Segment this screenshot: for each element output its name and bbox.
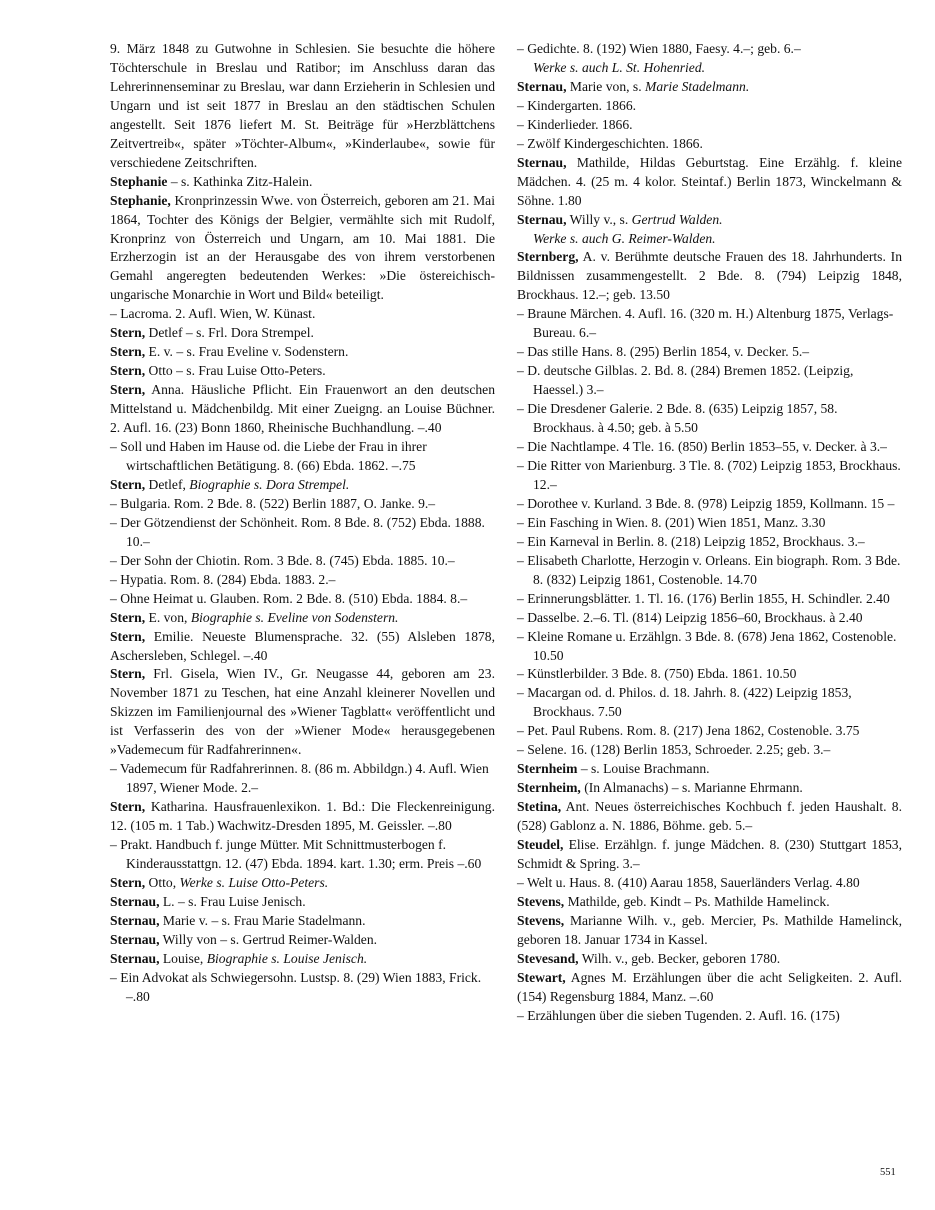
entry-italic: Biographie s. Louise Jenisch. — [206, 950, 368, 966]
entry-name: Stern, — [110, 325, 146, 341]
entry-text: – D. deutsche Gilblas. 2. Bd. 8. (284) Bremen 1852. (Leipzig, Haessel.) 3.– — [517, 363, 854, 398]
entry-text: Willy von – s. Gertrud Reimer-Walden. — [159, 931, 378, 947]
entry — [517, 722, 902, 741]
entry-text: Elise. Erzählgn. f. junge Mädchen. 8. (230) Stuttgart 1853, Schmidt & Spring. 3.– — [517, 837, 902, 871]
entry — [517, 305, 902, 343]
entry-text: – Der Götzendienst der Schönheit. Rom. 8 Bde. 8. (752) Ebda. 1888. 10.– — [110, 514, 485, 549]
entry-name: Steudel, — [517, 837, 564, 853]
entry — [110, 609, 495, 628]
right-column — [517, 40, 902, 1026]
entry — [517, 40, 902, 59]
entry — [110, 324, 495, 343]
entry — [517, 457, 902, 495]
entry — [110, 590, 495, 609]
entry-name: Stern, — [110, 628, 146, 644]
entry-italic: Werke s. Luise Otto-Peters. — [179, 874, 329, 890]
entry-name: Stern, — [110, 382, 146, 398]
entry — [517, 684, 902, 722]
entry-name: Stern, — [110, 799, 146, 815]
entry-name: Stern, — [110, 363, 146, 379]
entry-name: Sternau, — [110, 893, 160, 909]
entry-text: – Hypatia. Rom. 8. (284) Ebda. 1883. 2.– — [110, 571, 336, 587]
entry-name: Sternau, — [110, 931, 160, 947]
entry — [517, 59, 902, 78]
entry-text: Ant. Neues österreichisches Kochbuch f. jeden Haushalt. 8. (528) Gablonz a. N. 1886, Böhme. geb. 5.– — [517, 799, 902, 834]
entry-name: Sternau, — [517, 154, 567, 170]
entry — [110, 912, 495, 931]
entry — [517, 741, 902, 760]
entry-name: Stern, — [110, 874, 146, 890]
entry — [110, 305, 495, 324]
entry-name: Stephanie — [110, 173, 168, 189]
entry-name: Stetina, — [517, 799, 562, 815]
entry-italic: Gertrud Walden. — [631, 211, 723, 227]
entry — [517, 438, 902, 457]
entry — [517, 912, 902, 950]
entry-text: Otto – s. Frau Luise Otto-Peters. — [145, 363, 326, 379]
entry — [110, 514, 495, 552]
entry-text: Mathilde, Hildas Geburtstag. Eine Erzählg. f. kleine Mädchen. 4. (25 m. 4 kolor. Steintaf.) Berlin 1873, Winckelmann & Söhne. 1.80 — [517, 154, 902, 208]
entry-text: L. – s. Frau Luise Jenisch. — [159, 893, 306, 909]
entry-text: – Die Dresdener Galerie. 2 Bde. 8. (635) Leipzig 1857, 58. Brockhaus. à 4.50; geb. à 5.50 — [517, 401, 838, 436]
entry — [517, 514, 902, 533]
entry-text: – Bulgaria. Rom. 2 Bde. 8. (522) Berlin 1887, O. Janke. 9.– — [110, 495, 436, 511]
entry-text: – s. Kathinka Zitz-Halein. — [167, 173, 313, 189]
entry-name: Stewart, — [517, 969, 566, 985]
entry-text: Otto, — [145, 874, 180, 890]
entry-text: – Die Ritter von Marienburg. 3 Tle. 8. (702) Leipzig 1853, Brockhaus. 12.– — [517, 457, 901, 492]
entry — [517, 78, 902, 97]
entry-text: – Elisabeth Charlotte, Herzogin v. Orleans. Ein biograph. Rom. 3 Bde. 8. (832) Leipzig 1861, Costenoble. 14.70 — [517, 552, 901, 587]
entry — [110, 874, 495, 893]
page-number: 551 — [880, 1167, 896, 1178]
entry-text: Marianne Wilh. v., geb. Mercier, Ps. Mathilde Hamelinck, geboren 18. Januar 1734 in Kassel. — [517, 912, 902, 947]
entry — [110, 192, 495, 306]
entry-text: Wilh. v., geb. Becker, geboren 1780. — [578, 950, 781, 966]
entry-italic: Werke s. auch L. St. Hohenried. — [533, 59, 706, 75]
entry — [517, 628, 902, 666]
entry-text: – s. Louise Brachmann. — [577, 761, 710, 777]
entry-italic: Biographie s. Eveline von Sodenstern. — [190, 609, 399, 625]
entry-name: Stephanie, — [110, 192, 171, 208]
entry — [517, 116, 902, 135]
entry — [110, 969, 495, 1007]
entry-text: – Gedichte. 8. (192) Wien 1880, Faesy. 4.–; geb. 6.– — [517, 41, 801, 56]
entry-text: – Braune Märchen. 4. Aufl. 16. (320 m. H.) Altenburg 1875, Verlags-Bureau. 6.– — [517, 306, 894, 341]
entry-text: – Ein Karneval in Berlin. 8. (218) Leipzig 1852, Brockhaus. 3.– — [517, 533, 865, 549]
entry-name: Sternheim — [517, 761, 578, 777]
entry — [517, 760, 902, 779]
entry-italic: Biographie s. Dora Strempel. — [189, 476, 350, 492]
entry — [517, 609, 902, 628]
entry-text: – Macargan od. d. Philos. d. 18. Jahrh. 8. (422) Leipzig 1853, Brockhaus. 7.50 — [517, 685, 852, 720]
left-column — [110, 40, 495, 1007]
entry — [110, 628, 495, 666]
entry-name: Stevens, — [517, 912, 565, 928]
entry-text: – Vademecum für Radfahrerinnen. 8. (86 m. Abbildgn.) 4. Aufl. Wien 1897, Wiener Mode. 2.– — [110, 761, 489, 796]
entry — [110, 343, 495, 362]
entry-text: Anna. Häusliche Pflicht. Ein Frauenwort an den deutschen Mittelstand u. Mädchenbildg. Mit einer Zueigng. an Louise Büchner. 2. Aufl. 16. (23) Bonn 1860, Rheinische Buchhandlung. –.40 — [110, 382, 495, 436]
entry — [517, 343, 902, 362]
entry — [110, 495, 495, 514]
entry-text: – Das stille Hans. 8. (295) Berlin 1854, v. Decker. 5.– — [517, 344, 810, 360]
entry-text: Marie von, s. — [566, 78, 646, 94]
entry-text: 9. März 1848 zu Gutwohne in Schlesien. Sie besuchte die höhere Töchterschule in Breslau und Ratibor; im Anschluss daran das Lehrerinnenseminar zu Breslau, war dann Erzieherin in Schlesien und Ungarn und ist seit 1877 in Breslau an den städtischen Schulen angestellt. Seit 1876 liefert M. St. Beiträge für »Herzblättchens Zeitvertreib«, später »Töchter-Album«, »Kinderlaube«, sowie für verschiedene Zeitschriften. — [110, 41, 495, 170]
entry — [517, 230, 902, 249]
entry — [517, 950, 902, 969]
entry — [517, 836, 902, 874]
entry — [517, 969, 902, 1007]
entry — [517, 211, 902, 230]
entry-name: Sternberg, — [517, 249, 579, 265]
entry-text: – Pet. Paul Rubens. Rom. 8. (217) Jena 1862, Costenoble. 3.75 — [517, 723, 860, 739]
entry-text: (In Almanachs) – s. Marianne Ehrmann. — [580, 780, 803, 796]
entry — [517, 495, 902, 514]
entry-text: E. von, — [145, 609, 191, 625]
entry-name: Sternau, — [517, 78, 567, 94]
entry — [517, 154, 902, 211]
entry-text: Detlef – s. Frl. Dora Strempel. — [145, 325, 314, 341]
entry-name: Stevens, — [517, 893, 565, 909]
entry-text: – Die Nachtlampe. 4 Tle. 16. (850) Berlin 1853–55, v. Decker. à 3.– — [517, 439, 887, 455]
entry — [517, 665, 902, 684]
entry — [110, 476, 495, 495]
entry-name: Sternheim, — [517, 780, 581, 796]
entry — [517, 893, 902, 912]
entry — [110, 173, 495, 192]
entry — [110, 931, 495, 950]
entry-text: Emilie. Neueste Blumensprache. 32. (55) Alsleben 1878, Aschersleben, Schlegel. –.40 — [110, 628, 495, 663]
entry-name: Stern, — [110, 476, 146, 492]
entry-text: Marie v. – s. Frau Marie Stadelmann. — [159, 912, 366, 928]
entry-text: – Zwölf Kindergeschichten. 1866. — [517, 135, 703, 151]
entry-text: E. v. – s. Frau Eveline v. Sodenstern. — [145, 344, 349, 360]
entry — [517, 362, 902, 400]
entry-name: Stern, — [110, 666, 146, 682]
entry-name: Sternau, — [517, 211, 567, 227]
entry — [110, 40, 495, 173]
entry-text: – Künstlerbilder. 3 Bde. 8. (750) Ebda. 1861. 10.50 — [517, 666, 797, 682]
entry-text: – Welt u. Haus. 8. (410) Aarau 1858, Sauerländers Verlag. 4.80 — [517, 874, 860, 890]
entry — [110, 552, 495, 571]
entry-italic: Marie Stadelmann. — [645, 78, 750, 94]
entry — [110, 438, 495, 476]
entry-italic: Werke s. auch G. Reimer-Walden. — [533, 230, 716, 246]
entry-name: Stern, — [110, 344, 146, 360]
entry-text: A. v. Berühmte deutsche Frauen des 18. Jahrhunderts. In Bildnissen zusammengestellt. 2 Bde. 8. (794) Leipzig 1848, Brockhaus. 12.–; geb. 13.50 — [517, 249, 902, 303]
entry-text: – Ein Advokat als Schwiegersohn. Lustsp. 8. (29) Wien 1883, Frick. –.80 — [110, 969, 482, 1004]
entry-text: – Erinnerungsblätter. 1. Tl. 16. (176) Berlin 1855, H. Schindler. 2.40 — [517, 590, 890, 606]
entry-name: Sternau, — [110, 950, 160, 966]
entry — [517, 248, 902, 305]
entry — [110, 893, 495, 912]
entry-text: – Kindergarten. 1866. — [517, 97, 637, 113]
entry-text: – Prakt. Handbuch f. junge Mütter. Mit Schnittmusterbogen f. Kinderausstattgn. 12. (47) Ebda. 1894. kart. 1.30; erm. Preis –.60 — [110, 837, 482, 871]
entry — [517, 400, 902, 438]
entry-text: Louise, — [159, 950, 207, 966]
entry-name: Sternau, — [110, 912, 160, 928]
entry-text: Katharina. Hausfrauenlexikon. 1. Bd.: Die Fleckenreinigung. 12. (105 m. 1 Tab.) Wachwitz-Dresden 1895, M. Geissler. –.80 — [110, 799, 495, 834]
entry-text: – Dasselbe. 2.–6. Tl. (814) Leipzig 1856–60, Brockhaus. à 2.40 — [517, 609, 863, 625]
entry-name: Stern, — [110, 609, 146, 625]
entry — [517, 552, 902, 590]
entry — [110, 571, 495, 590]
entry-text: Mathilde, geb. Kindt – Ps. Mathilde Hamelinck. — [564, 893, 830, 909]
entry-text: – Ein Fasching in Wien. 8. (201) Wien 1851, Manz. 3.30 — [517, 514, 826, 530]
entry-text: – Kleine Romane u. Erzählgn. 3 Bde. 8. (678) Jena 1862, Costenoble. 10.50 — [517, 628, 897, 663]
entry-name: Stevesand, — [517, 950, 579, 966]
entry-text: – Kinderlieder. 1866. — [517, 116, 633, 132]
entry — [517, 135, 902, 154]
entry — [110, 836, 495, 874]
entry-text: – Soll und Haben im Hause od. die Liebe der Frau in ihrer wirtschaftlichen Betätigung. 8. (66) Ebda. 1862. –.75 — [110, 439, 427, 473]
entry-text: – Ohne Heimat u. Glauben. Rom. 2 Bde. 8. (510) Ebda. 1884. 8.– — [110, 590, 468, 606]
entry — [110, 798, 495, 836]
entry — [517, 1007, 902, 1026]
entry — [517, 590, 902, 609]
entry — [110, 950, 495, 969]
entry — [110, 760, 495, 798]
entry-text: Frl. Gisela, Wien IV., Gr. Neugasse 44, geboren am 23. November 1871 zu Teschen, hat eine Anzahl kleinerer Novellen und Skizzen im Familienjournal des »Wiener Tagblatt« veröffentlicht und ist Verfasserin des von der »Wiener Mode« herausgegebenen »Vademecum für Radfahrerinnen«. — [110, 666, 495, 758]
entry — [517, 779, 902, 798]
entry-text: – Der Sohn der Chiotin. Rom. 3 Bde. 8. (745) Ebda. 1885. 10.– — [110, 552, 455, 568]
entry — [517, 533, 902, 552]
entry-text: – Dorothee v. Kurland. 3 Bde. 8. (978) Leipzig 1859, Kollmann. 15 – — [517, 495, 895, 511]
entry-text: Willy v., s. — [566, 211, 632, 227]
entry — [110, 665, 495, 760]
entry — [517, 874, 902, 893]
entry-text: – Lacroma. 2. Aufl. Wien, W. Künast. — [110, 306, 316, 322]
entry — [517, 798, 902, 836]
entry-text: – Selene. 16. (128) Berlin 1853, Schroeder. 2.25; geb. 3.– — [517, 742, 831, 758]
entry — [110, 381, 495, 438]
entry — [110, 362, 495, 381]
entry-text: Kronprinzessin Wwe. von Österreich, geboren am 21. Mai 1864, Tochter des Königs der Belgier, vermählte sich mit Rudolf, Kronprinz von Österreich und Ungarn, am 10. Mai 1881. Die Erzherzogin ist an der Herausgabe des von ihrem verstorbenen Gemahl angeregten bedeutenden Werkes: »Die östereichisch-ungarische Monarchie in Wort und Bild« beteiligt. — [110, 192, 495, 303]
entry-text: – Erzählungen über die sieben Tugenden. 2. Aufl. 16. (175) — [517, 1007, 840, 1023]
entry — [517, 97, 902, 116]
entry-text: Agnes M. Erzählungen über die acht Seligkeiten. 2. Aufl. (154) Regensburg 1884, Manz. –.60 — [517, 969, 902, 1004]
entry-text: Detlef, — [145, 476, 190, 492]
